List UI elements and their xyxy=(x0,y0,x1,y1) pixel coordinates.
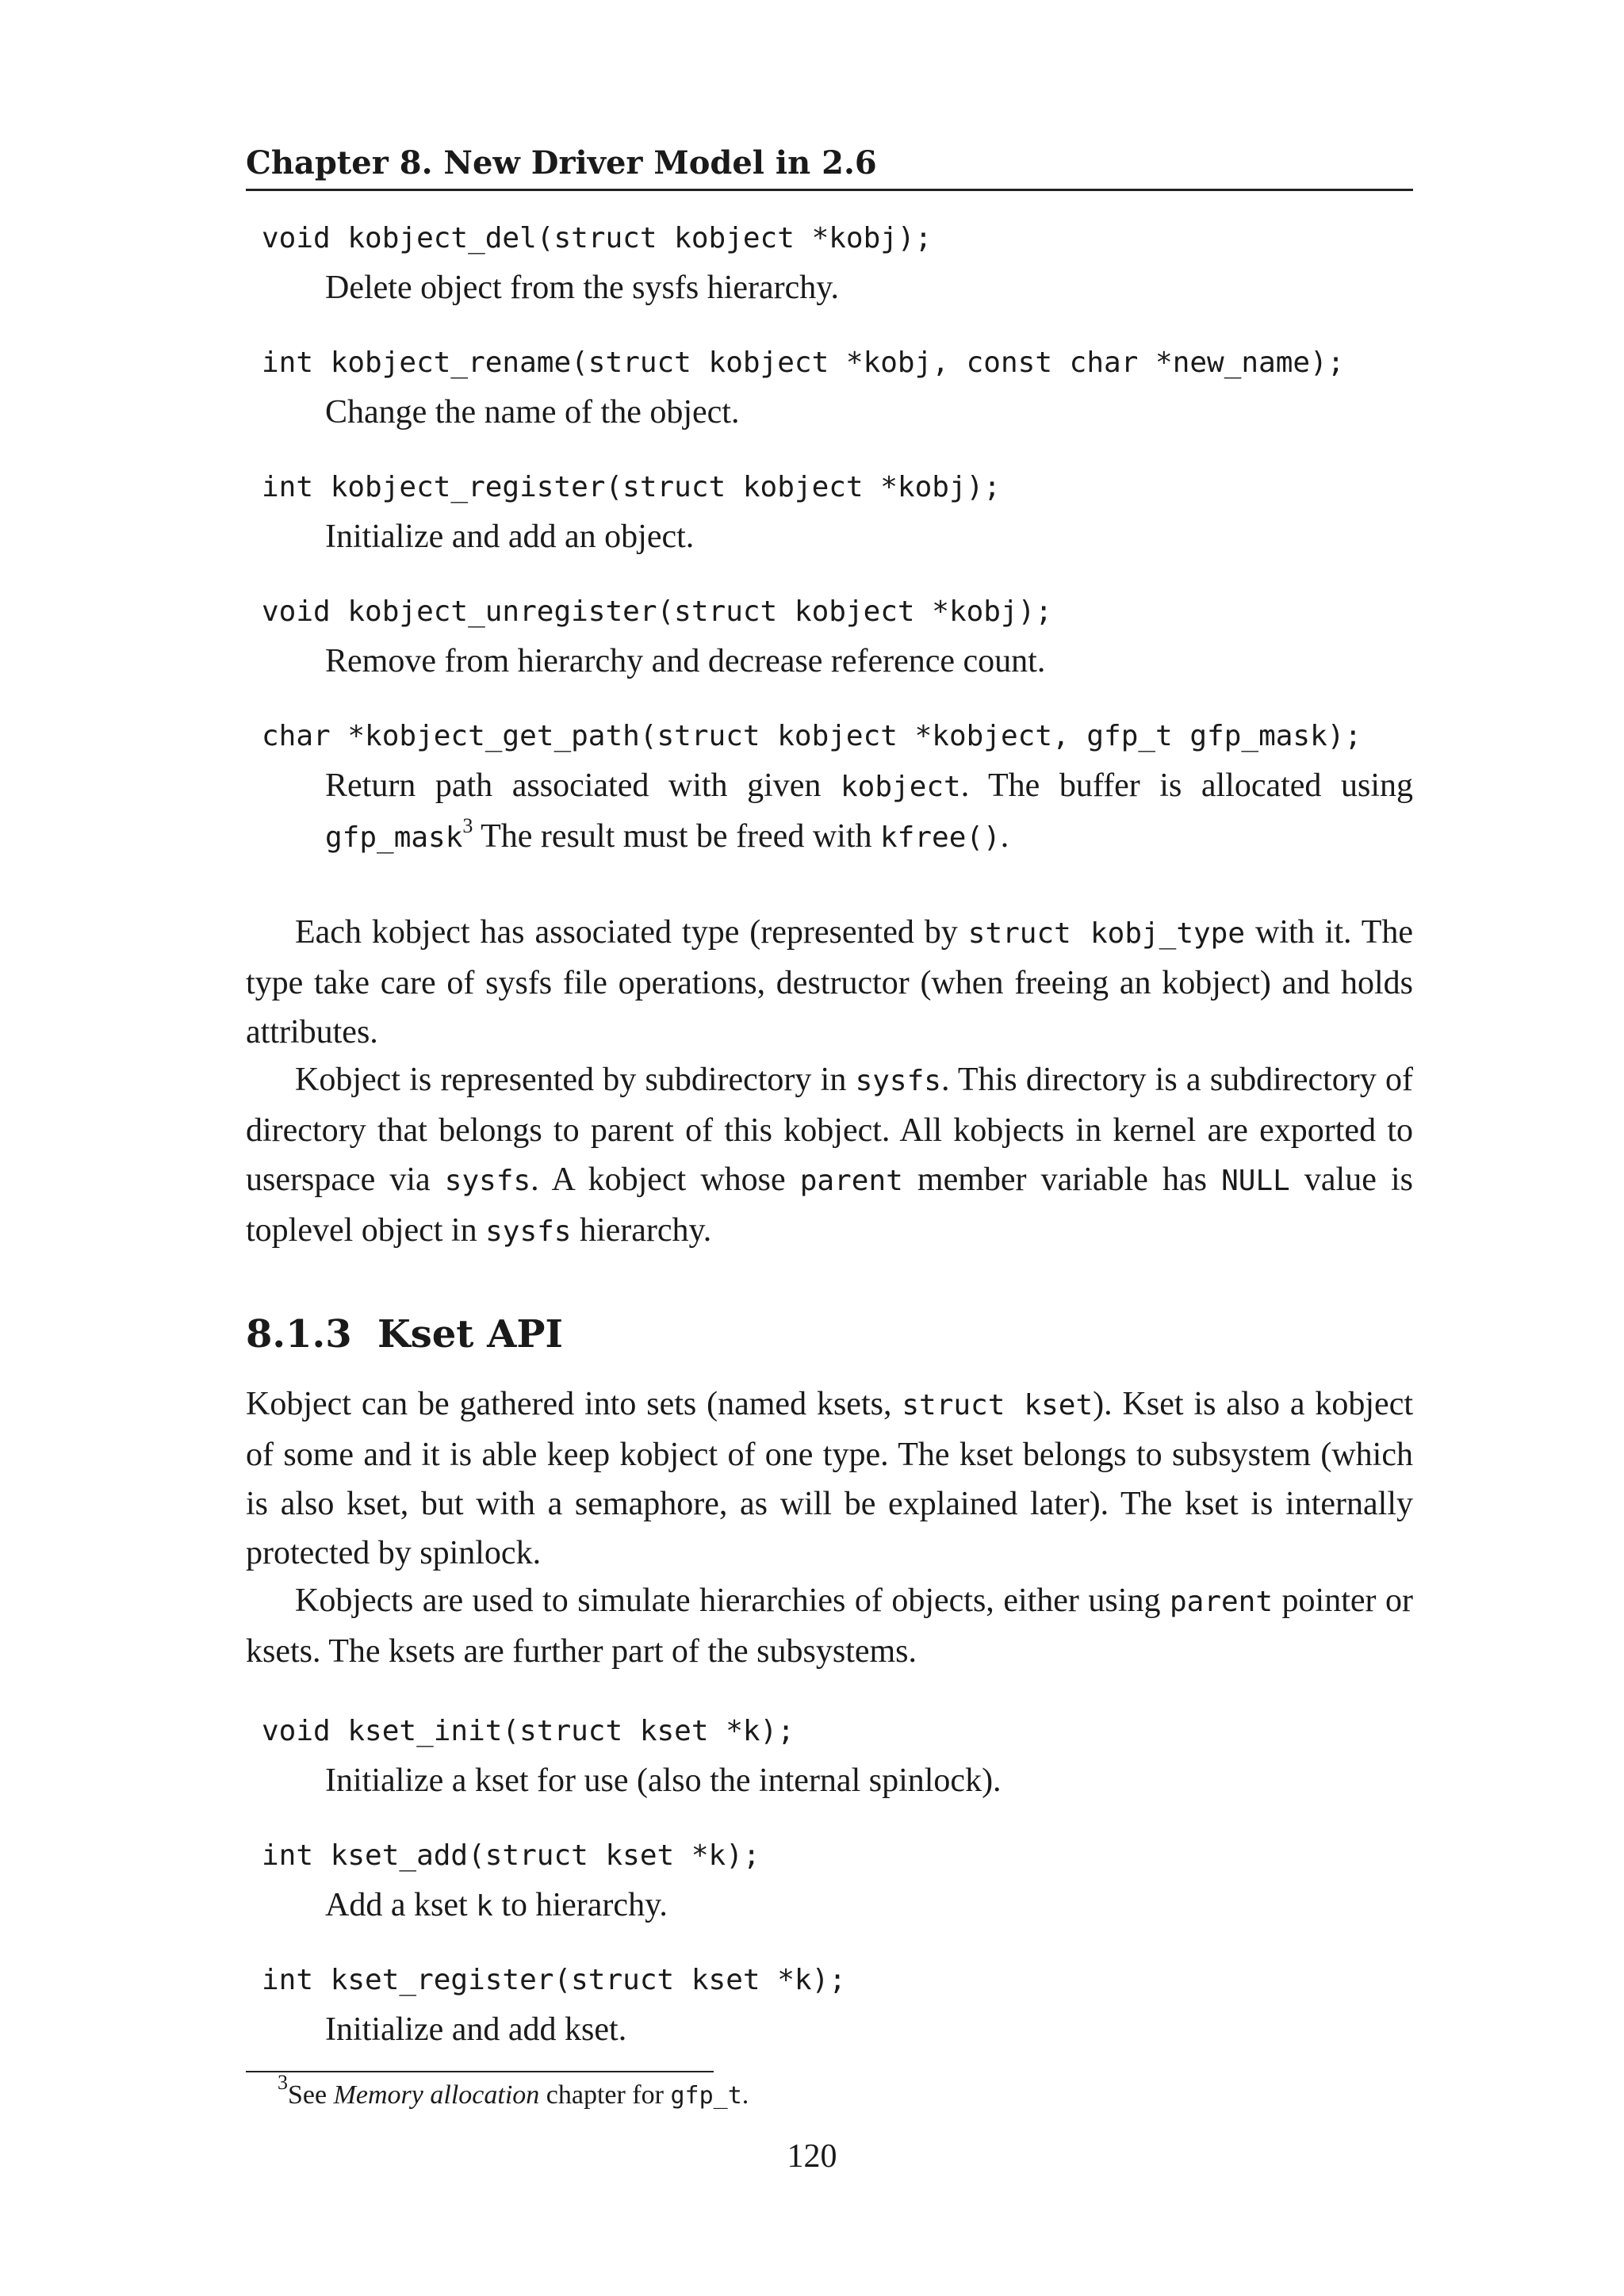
function-description: Change the name of the object. xyxy=(325,394,740,430)
section-heading xyxy=(246,1308,563,1360)
paragraph-kobject-type: Each kobject has associated type (represented by struct kobj_type with it. The type take care of sysfs file operations, destructor (when freeing an kobject) and holds attributes. xyxy=(246,914,1414,1050)
footnote-mark: 3 xyxy=(278,2070,288,2094)
function-signature: void kset_init(struct kset *k); xyxy=(262,1715,795,1747)
section-title: Kset API xyxy=(377,1312,563,1357)
running-header: Chapter 8. New Driver Model in 2.6 xyxy=(246,141,1413,191)
paragraph-kset-intro: Kobject can be gathered into sets (named ksets, struct kset). Kset is also a kobject of some and it is able keep kobject of one type. The kset belongs to subsystem (which is also kset, but with a semaphore, as will be explained later). The kset is internally protected by spinlock. xyxy=(246,1386,1414,1571)
api-entry-kset-register xyxy=(262,1956,1413,2054)
page-number: 120 xyxy=(787,2138,837,2175)
function-description: Initialize and add kset. xyxy=(325,2011,627,2048)
function-signature: int kset_register(struct kset *k); xyxy=(262,1964,846,1996)
function-signature: int kobject_register(struct kobject *kobj); xyxy=(262,471,1001,503)
footnote-rule xyxy=(246,2071,714,2072)
api-entry-kobject-del xyxy=(262,214,1413,312)
paragraph-kset-hierarchy: Kobjects are used to simulate hierarchies of objects, either using parent pointer or ksets. The ksets are further part of the subsystems. xyxy=(246,1582,1413,1670)
api-entry-kset-init xyxy=(262,1707,1413,1805)
api-entry-kobject-unregister xyxy=(262,587,1413,686)
function-description: Return path associated with given kobject. The buffer is allocated using gfp_mask$^3$ The result must be freed with kfree(). xyxy=(325,767,1413,855)
api-entry-kset-add xyxy=(262,1831,1413,1931)
function-signature: char *kobject_get_path(struct kobject *kobject, gfp_t gfp_mask); xyxy=(262,720,1362,752)
function-signature: int kset_add(struct kset *k); xyxy=(262,1839,760,1872)
function-signature: void kobject_del(struct kobject *kobj); xyxy=(262,222,933,254)
api-entry-kobject-get-path xyxy=(262,712,1413,863)
footnote: $^3$See Memory allocation chapter for gfp_t. xyxy=(278,2070,749,2110)
function-signature: int kobject_rename(struct kobject *kobj, const char *new_name); xyxy=(262,346,1345,379)
function-description: Delete object from the sysfs hierarchy. xyxy=(325,270,840,306)
function-signature: void kobject_unregister(struct kobject *kobj); xyxy=(262,595,1052,628)
section-number: 8.1.3 xyxy=(246,1312,352,1357)
api-entry-kobject-rename xyxy=(262,339,1413,437)
function-description: Remove from hierarchy and decrease reference count. xyxy=(325,643,1046,679)
api-entry-kobject-register xyxy=(262,463,1413,561)
function-description: Initialize a kset for use (also the internal spinlock). xyxy=(325,1762,1002,1799)
function-description: Add a kset k to hierarchy. xyxy=(325,1887,668,1923)
function-description: Initialize and add an object. xyxy=(325,519,695,555)
paragraph-kobject-sysfs: Kobject is represented by subdirectory in sysfs. This directory is a subdirectory of directory that belongs to parent of this kobject. All kobjects in kernel are exported to userspace via sysfs. A kobject whose parent member variable has NULL value is toplevel object in sysfs hierarchy. xyxy=(246,1062,1413,1249)
footnote-mark: 3 xyxy=(462,813,473,837)
